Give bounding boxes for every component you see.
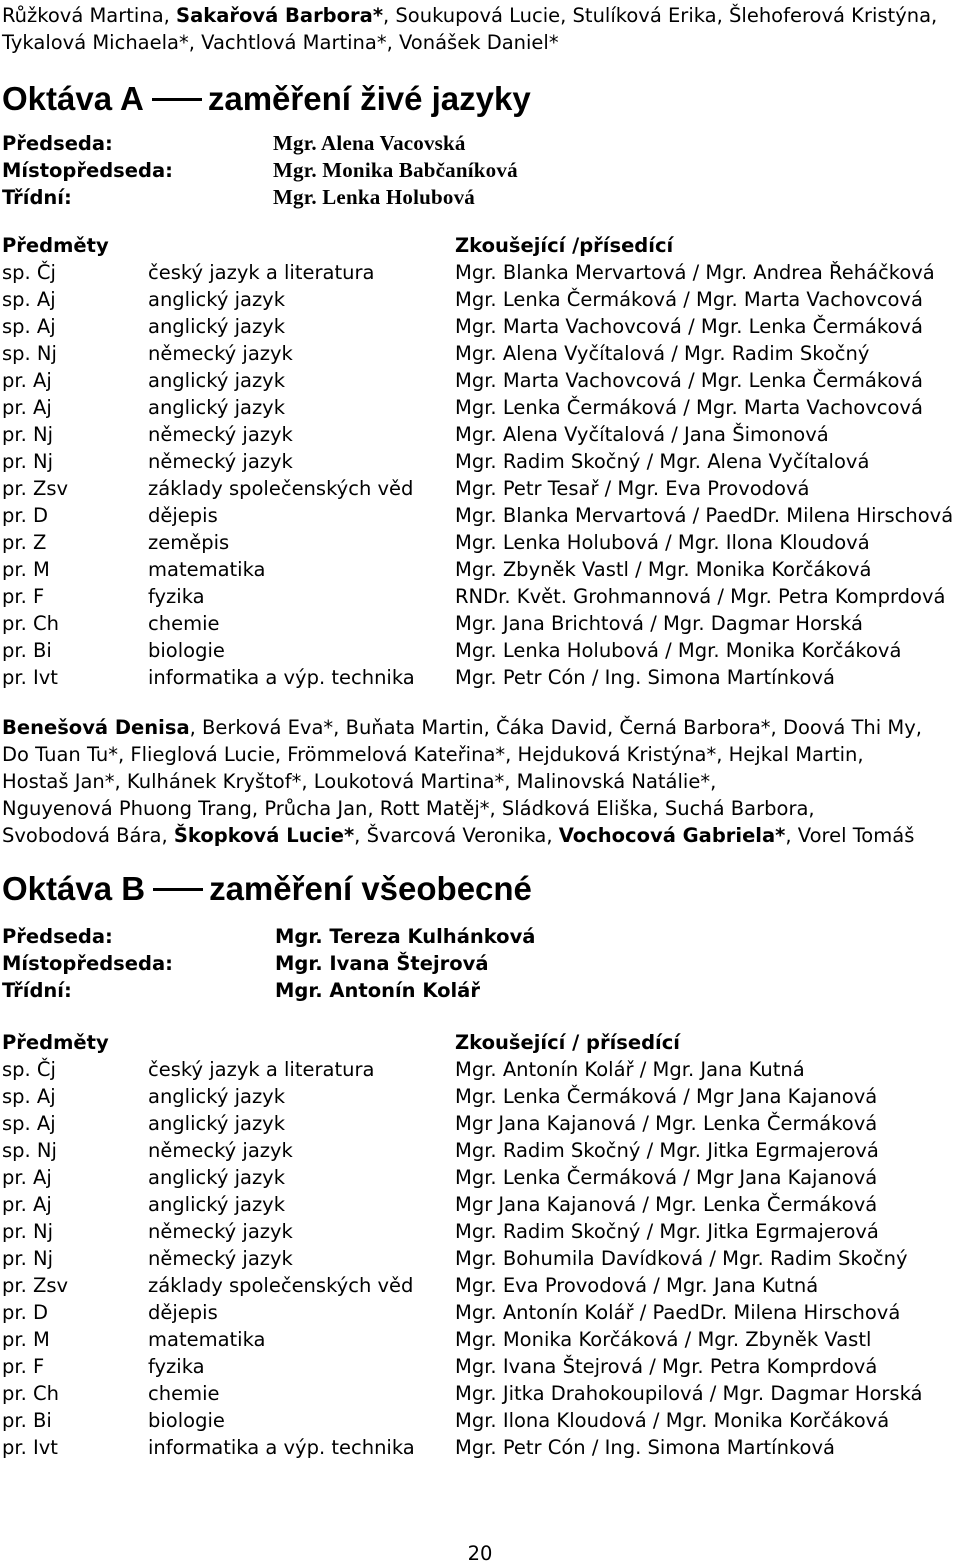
examiners: Mgr. Lenka Holubová / Mgr. Ilona Kloudová [455, 531, 870, 554]
student-names: Svobodová Bára, [2, 824, 174, 847]
examiners: Mgr. Jana Brichtová / Mgr. Dagmar Horská [455, 612, 863, 635]
examiners-header: Zkoušející /přísedící [455, 234, 674, 257]
examiners: Mgr. Ilona Kloudová / Mgr. Monika Korčáková [455, 1409, 890, 1432]
section-title-focus: zaměření živé jazyky [207, 80, 531, 117]
subject-code: pr. Zsv [2, 1274, 69, 1297]
subject-name: anglický jazyk [148, 1085, 286, 1108]
subject-name: český jazyk a literatura [148, 261, 375, 284]
subject-name: matematika [148, 1328, 266, 1351]
subject-name: anglický jazyk [148, 1193, 286, 1216]
examiners: Mgr. Radim Skočný / Mgr. Jitka Egrmajerová [455, 1220, 879, 1243]
subjects-header-row [2, 1029, 960, 1056]
subject-code: sp. Čj [2, 1058, 56, 1081]
examiners: Mgr Jana Kajanová / Mgr. Lenka Čermáková [455, 1193, 878, 1216]
student-list-line [2, 2, 937, 29]
examiners: Mgr. Bohumila Davídková / Mgr. Radim Skočný [455, 1247, 908, 1270]
subject-name: informatika a výp. technika [148, 1436, 415, 1459]
subject-code: pr. Ch [2, 1382, 59, 1405]
examiners: Mgr. Blanka Mervartová / PaedDr. Milena Hirschová [455, 504, 954, 527]
subject-name: český jazyk a literatura [148, 1058, 375, 1081]
subject-code: pr. F [2, 1355, 45, 1378]
role-label: Předseda: [2, 132, 113, 155]
examiners: Mgr. Radim Skočný / Mgr. Jitka Egrmajerová [455, 1139, 879, 1162]
student-name-highlighted: Škopková Lucie* [173, 824, 355, 847]
table-row [2, 1164, 960, 1191]
subject-code: pr. Ivt [2, 1436, 58, 1459]
table-row [2, 394, 960, 421]
page-number: 20 [467, 1542, 493, 1565]
student-names: , Soukupová Lucie, Stulíková Erika, Šlehoferová Kristýna, [383, 4, 938, 27]
examiners: Mgr. Lenka Čermáková / Mgr Jana Kajanová [455, 1085, 878, 1108]
examiners: Mgr. Petr Tesař / Mgr. Eva Provodová [455, 477, 810, 500]
examiners: Mgr. Zbyněk Vastl / Mgr. Monika Korčáková [455, 558, 872, 581]
examiners: Mgr. Lenka Čermáková / Mgr. Marta Vachovcová [455, 396, 923, 419]
student-names: , Švarcová Veronika, [354, 824, 559, 847]
role-label: Třídní: [2, 979, 72, 1002]
subject-code: pr. Aj [2, 369, 52, 392]
subject-name: anglický jazyk [148, 1166, 286, 1189]
subject-name: německý jazyk [148, 1139, 293, 1162]
subjects-header-row [2, 232, 960, 259]
subject-name: základy společenských věd [148, 1274, 414, 1297]
role-row [2, 923, 960, 950]
role-row [2, 157, 960, 184]
subject-name: informatika a výp. technika [148, 666, 415, 689]
subjects-header: Předměty [2, 234, 109, 257]
subject-code: sp. Aj [2, 288, 56, 311]
section-title-class: Oktáva A [2, 80, 144, 117]
student-list-line [2, 741, 864, 768]
subject-code: sp. Aj [2, 1085, 56, 1108]
examiners: Mgr. Blanka Mervartová / Mgr. Andrea Řeháčková [455, 261, 935, 284]
table-row [2, 1137, 960, 1164]
role-row [2, 184, 960, 211]
role-label: Třídní: [2, 186, 72, 209]
role-row [2, 950, 960, 977]
role-person: Mgr. Alena Vacovská [273, 131, 466, 155]
examiners: Mgr. Eva Provodová / Mgr. Jana Kutná [455, 1274, 819, 1297]
subject-code: sp. Aj [2, 315, 56, 338]
table-row [2, 1353, 960, 1380]
subject-code: sp. Nj [2, 342, 57, 365]
student-name-highlighted: Vochocová Gabriela* [558, 824, 786, 847]
subject-name: dějepis [148, 504, 218, 527]
role-label: Místopředseda: [2, 952, 173, 975]
table-row [2, 1272, 960, 1299]
subject-name: chemie [148, 612, 220, 635]
title-dash [152, 98, 202, 101]
subject-code: pr. Ivt [2, 666, 58, 689]
table-row [2, 1110, 960, 1137]
examiners: Mgr. Jitka Drahokoupilová / Mgr. Dagmar Horská [455, 1382, 923, 1405]
table-row [2, 1299, 960, 1326]
role-person: Mgr. Antonín Kolář [275, 979, 480, 1002]
examiners: Mgr. Alena Vyčítalová / Mgr. Radim Skočný [455, 342, 870, 365]
examiners: Mgr. Marta Vachovcová / Mgr. Lenka Čermáková [455, 369, 923, 392]
table-row [2, 421, 960, 448]
subject-code: pr. Aj [2, 1166, 52, 1189]
subject-name: anglický jazyk [148, 396, 286, 419]
examiners: Mgr. Radim Skočný / Mgr. Alena Vyčítalová [455, 450, 870, 473]
role-person: Mgr. Lenka Holubová [273, 185, 475, 209]
student-names: Nguyenová Phuong Trang, Průcha Jan, Rott Matěj*, Sládková Eliška, Suchá Barbora, [2, 797, 815, 820]
subject-name: základy společenských věd [148, 477, 414, 500]
table-row [2, 448, 960, 475]
student-name-highlighted: Sakařová Barbora* [176, 4, 384, 27]
examiners: Mgr. Antonín Kolář / Mgr. Jana Kutná [455, 1058, 805, 1081]
examiners: Mgr Jana Kajanová / Mgr. Lenka Čermáková [455, 1112, 878, 1135]
subject-code: pr. Nj [2, 423, 54, 446]
section-title-oktava-a [2, 80, 531, 118]
table-row [2, 340, 960, 367]
student-names: , Berková Eva*, Buňata Martin, Čáka David, Černá Barbora*, Doová Thi My, [189, 716, 922, 739]
title-dash [153, 888, 203, 891]
subject-name: německý jazyk [148, 1247, 293, 1270]
section-title-class: Oktáva B [2, 870, 146, 907]
subject-code: sp. Nj [2, 1139, 57, 1162]
student-list-line [2, 822, 914, 849]
examiners: Mgr. Petr Cón / Ing. Simona Martínková [455, 666, 835, 689]
table-row [2, 286, 960, 313]
subject-code: sp. Aj [2, 1112, 56, 1135]
examiners: Mgr. Antonín Kolář / PaedDr. Milena Hirschová [455, 1301, 901, 1324]
subject-name: biologie [148, 1409, 225, 1432]
subject-name: německý jazyk [148, 450, 293, 473]
subject-code: pr. Nj [2, 450, 54, 473]
subject-code: pr. Zsv [2, 477, 69, 500]
table-row [2, 367, 960, 394]
subject-code: pr. Ch [2, 612, 59, 635]
table-row [2, 583, 960, 610]
table-row [2, 556, 960, 583]
subject-name: anglický jazyk [148, 315, 286, 338]
subject-name: anglický jazyk [148, 369, 286, 392]
examiners-header: Zkoušející / přísedící [455, 1031, 680, 1054]
examiners: RNDr. Květ. Grohmannová / Mgr. Petra Komprdová [455, 585, 946, 608]
table-row [2, 1245, 960, 1272]
subject-name: dějepis [148, 1301, 218, 1324]
subject-code: pr. Z [2, 531, 47, 554]
role-row [2, 977, 960, 1004]
subject-name: zeměpis [148, 531, 230, 554]
table-row [2, 475, 960, 502]
table-row [2, 1083, 960, 1110]
student-list-line [2, 768, 716, 795]
examiners: Mgr. Petr Cón / Ing. Simona Martínková [455, 1436, 835, 1459]
examiners: Mgr. Alena Vyčítalová / Jana Šimonová [455, 423, 829, 446]
table-row [2, 1056, 960, 1083]
table-row [2, 1434, 960, 1461]
table-row [2, 259, 960, 286]
student-names: Do Tuan Tu*, Flieglová Lucie, Frömmelová Kateřina*, Hejduková Kristýna*, Hejkal Martin, [2, 743, 864, 766]
subject-code: pr. D [2, 1301, 49, 1324]
table-row [2, 1326, 960, 1353]
subject-code: pr. Bi [2, 639, 52, 662]
role-person: Mgr. Tereza Kulhánková [275, 925, 536, 948]
subject-name: anglický jazyk [148, 288, 286, 311]
subject-code: pr. Bi [2, 1409, 52, 1432]
subject-name: fyzika [148, 1355, 205, 1378]
examiners: Mgr. Lenka Holubová / Mgr. Monika Korčáková [455, 639, 902, 662]
student-names: Hostaš Jan*, Kulhánek Kryštof*, Loukotová Martina*, Malinovská Natálie*, [2, 770, 717, 793]
table-row [2, 502, 960, 529]
role-person: Mgr. Monika Babčaníková [273, 158, 518, 182]
subjects-header: Předměty [2, 1031, 109, 1054]
subject-code: pr. Nj [2, 1220, 54, 1243]
subject-code: pr. F [2, 585, 45, 608]
student-name-highlighted: Benešová Denisa [2, 716, 190, 739]
subject-code: pr. M [2, 1328, 50, 1351]
subject-name: matematika [148, 558, 266, 581]
subject-code: pr. Nj [2, 1247, 54, 1270]
role-label: Předseda: [2, 925, 113, 948]
subject-name: anglický jazyk [148, 1112, 286, 1135]
subject-code: pr. Aj [2, 396, 52, 419]
examiners: Mgr. Marta Vachovcová / Mgr. Lenka Čermáková [455, 315, 923, 338]
table-row [2, 1191, 960, 1218]
table-row [2, 610, 960, 637]
table-row [2, 529, 960, 556]
table-row [2, 1218, 960, 1245]
student-list-line [2, 714, 922, 741]
role-label: Místopředseda: [2, 159, 173, 182]
subject-code: sp. Čj [2, 261, 56, 284]
role-row [2, 130, 960, 157]
role-person: Mgr. Ivana Štejrová [275, 952, 489, 975]
student-names: , Vorel Tomáš [785, 824, 915, 847]
student-list-line [2, 795, 815, 822]
examiners: Mgr. Monika Korčáková / Mgr. Zbyněk Vastl [455, 1328, 872, 1351]
section-title-focus: zaměření všeobecné [209, 870, 532, 907]
subject-name: německý jazyk [148, 1220, 293, 1243]
table-row [2, 664, 960, 691]
subject-code: pr. Aj [2, 1193, 52, 1216]
subject-name: biologie [148, 639, 225, 662]
table-row [2, 313, 960, 340]
subject-code: pr. M [2, 558, 50, 581]
section-title-oktava-b [2, 870, 532, 908]
table-row [2, 637, 960, 664]
subject-code: pr. D [2, 504, 49, 527]
examiners: Mgr. Ivana Štejrová / Mgr. Petra Komprdová [455, 1355, 878, 1378]
table-row [2, 1407, 960, 1434]
student-list-line: Tykalová Michaela*, Vachtlová Martina*, Vonášek Daniel* [2, 31, 559, 54]
subject-name: chemie [148, 1382, 220, 1405]
examiners: Mgr. Lenka Čermáková / Mgr. Marta Vachovcová [455, 288, 923, 311]
subject-name: fyzika [148, 585, 205, 608]
subject-name: německý jazyk [148, 423, 293, 446]
examiners: Mgr. Lenka Čermáková / Mgr Jana Kajanová [455, 1166, 878, 1189]
student-name: Růžková Martina, [2, 4, 177, 27]
subject-name: německý jazyk [148, 342, 293, 365]
table-row [2, 1380, 960, 1407]
